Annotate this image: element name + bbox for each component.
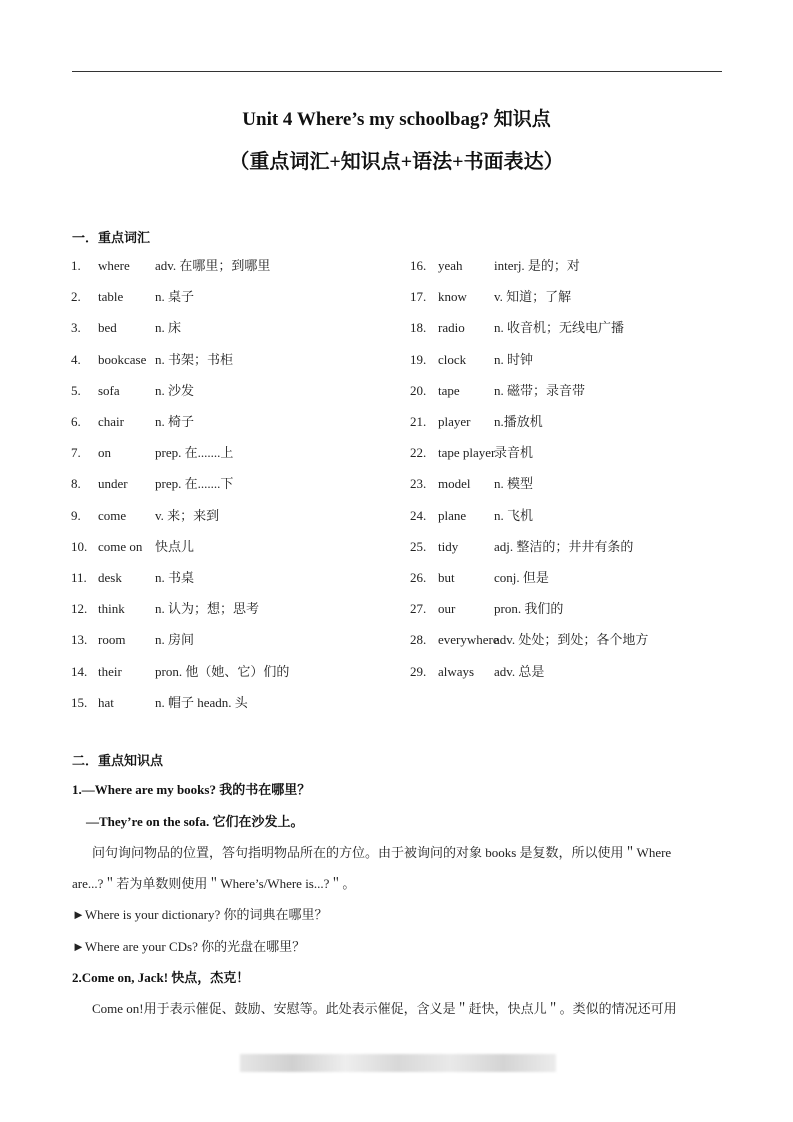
vocab-item xyxy=(71,630,391,650)
vocab-word: tape player xyxy=(438,445,496,461)
vocab-num: 20. xyxy=(410,382,427,398)
vocab-word: under xyxy=(98,476,128,492)
vocab-item xyxy=(71,318,391,338)
vocab-def: n. 飞机 xyxy=(494,507,534,523)
vocab-word: where xyxy=(98,258,130,273)
vocab-def: prep. 在.......下 xyxy=(155,476,234,492)
vocab-word: chair xyxy=(98,414,124,429)
vocab-num: 19. xyxy=(410,351,427,367)
vocab-word: always xyxy=(438,663,475,679)
vocab-item xyxy=(410,506,730,526)
vocab-num: 12. xyxy=(71,601,88,617)
point1-explanation-line1: 问句询问物品的位置，答句指明物品所在的方位。由于被询问的对象 books 是复数，所以使用＂Where xyxy=(92,845,672,860)
vocab-num: 13. xyxy=(71,632,88,648)
vocab-num: 11. xyxy=(71,570,87,585)
vocab-num: 1. xyxy=(71,258,81,273)
vocab-num: 24. xyxy=(410,507,427,523)
vocab-item xyxy=(410,599,730,619)
vocab-item xyxy=(410,287,730,307)
top-rule xyxy=(72,71,722,72)
vocab-item xyxy=(410,318,730,338)
vocab-word: come on xyxy=(98,538,143,554)
vocab-item xyxy=(71,693,391,713)
vocab-num: 3. xyxy=(71,320,81,336)
vocab-def: n. 模型 xyxy=(494,476,534,492)
vocab-item xyxy=(71,568,391,588)
vocab-num: 15. xyxy=(71,694,88,710)
vocab-def: n. 认为；想；思考 xyxy=(155,601,260,617)
vocab-num: 6. xyxy=(71,414,81,429)
section-heading-vocabulary: 一．重点词汇 xyxy=(72,230,151,245)
vocab-word: hat xyxy=(98,694,114,710)
vocab-item xyxy=(71,443,391,463)
vocab-item xyxy=(410,381,730,401)
vocab-num: 17. xyxy=(410,289,427,305)
vocab-item xyxy=(71,506,391,526)
vocab-item xyxy=(410,537,730,557)
vocab-word: radio xyxy=(438,320,465,336)
vocab-item xyxy=(410,474,730,494)
vocab-num: 4. xyxy=(71,351,81,367)
vocab-item xyxy=(410,256,730,276)
page-subtitle: （重点词汇+知识点+语法+书面表达） xyxy=(229,151,564,173)
vocab-num: 21. xyxy=(410,414,427,429)
vocab-item xyxy=(410,568,730,588)
vocab-word: our xyxy=(438,601,456,617)
vocab-def: n. 房间 xyxy=(155,632,195,648)
vocab-def: adj. 整洁的；井井有条的 xyxy=(494,538,634,554)
vocab-num: 16. xyxy=(410,258,427,273)
vocab-def: pron. 他（她、它）们的 xyxy=(155,663,290,679)
vocab-def: v. 来；来到 xyxy=(155,507,220,523)
vocab-num: 18. xyxy=(410,320,427,336)
vocab-num: 25. xyxy=(410,538,427,554)
vocab-def: pron. 我们的 xyxy=(494,601,564,617)
vocab-def: 录音机 xyxy=(494,445,534,461)
vocab-num: 27. xyxy=(410,601,427,617)
vocab-item xyxy=(71,256,391,276)
vocab-def: adv. 在哪里；到哪里 xyxy=(155,258,271,273)
vocab-word: bookcase xyxy=(98,351,147,367)
vocab-def: n. 沙发 xyxy=(155,382,195,398)
vocab-def: adv. 总是 xyxy=(494,663,545,679)
vocab-num: 2. xyxy=(71,289,81,305)
vocab-num: 14. xyxy=(71,663,88,679)
vocab-def: n. 时钟 xyxy=(494,351,534,367)
vocab-num: 8. xyxy=(71,476,81,492)
vocab-word: yeah xyxy=(438,258,463,273)
vocab-word: bed xyxy=(98,320,117,336)
vocab-item xyxy=(410,412,730,432)
vocab-def: n. 床 xyxy=(155,320,182,336)
vocab-def: n. 书桌 xyxy=(155,570,195,585)
vocab-def: v. 知道；了解 xyxy=(494,289,572,305)
vocab-item xyxy=(410,662,730,682)
vocab-word: room xyxy=(98,632,126,648)
vocab-num: 22. xyxy=(410,445,427,461)
vocab-def: conj. 但是 xyxy=(494,570,549,585)
vocab-num: 28. xyxy=(410,632,427,648)
point1-answer: —They’re on the sofa. 它们在沙发上。 xyxy=(86,814,304,829)
point1-explanation-line2: are...?＂若为单数则使用＂Where’s/Where is...?＂。 xyxy=(72,876,356,891)
vocab-item xyxy=(71,350,391,370)
vocab-word: tidy xyxy=(438,538,459,554)
vocab-num: 23. xyxy=(410,476,427,492)
vocab-word: tape xyxy=(438,382,460,398)
point2-explanation: Come on!用于表示催促、鼓励、安慰等。此处表示催促，含义是＂赶快，快点儿＂。类似的情况还可用 xyxy=(92,1001,677,1016)
vocab-word: clock xyxy=(438,351,467,367)
vocab-def: n. 帽子 headn. 头 xyxy=(155,694,248,710)
point1-example1: ►Where is your dictionary? 你的词典在哪里？ xyxy=(72,907,328,922)
vocab-word: but xyxy=(438,570,455,585)
point1-example2: ►Where are your CDs? 你的光盘在哪里？ xyxy=(72,939,306,954)
vocab-word: know xyxy=(438,289,467,305)
vocab-def: n. 收音机；无线电广播 xyxy=(494,320,625,336)
point1-question: 1.—Where are my books? 我的书在哪里？ xyxy=(72,782,311,797)
vocab-def: n. 桌子 xyxy=(155,289,195,305)
vocab-word: their xyxy=(98,663,122,679)
vocab-num: 26. xyxy=(410,570,427,585)
vocab-num: 10. xyxy=(71,538,88,554)
vocab-item xyxy=(71,381,391,401)
vocab-num: 5. xyxy=(71,382,81,398)
vocab-word: sofa xyxy=(98,382,120,398)
vocab-word: player xyxy=(438,414,471,429)
vocab-def: n. 椅子 xyxy=(155,414,195,429)
vocab-def: n. 书架；书柜 xyxy=(155,351,234,367)
footer-watermark xyxy=(240,1054,556,1072)
vocab-word: desk xyxy=(98,570,122,585)
vocab-def: 快点儿 xyxy=(155,538,195,554)
vocab-item xyxy=(71,287,391,307)
vocab-word: plane xyxy=(438,507,467,523)
vocab-word: come xyxy=(98,507,127,523)
vocab-word: on xyxy=(98,445,111,461)
vocab-num: 29. xyxy=(410,663,427,679)
vocab-def: prep. 在.......上 xyxy=(155,445,234,461)
vocab-word: model xyxy=(438,476,471,492)
vocab-item xyxy=(71,599,391,619)
vocab-def: n. 磁带；录音带 xyxy=(494,382,586,398)
vocab-item xyxy=(410,630,730,650)
vocab-word: everywhere xyxy=(438,632,499,648)
vocab-item xyxy=(71,537,391,557)
vocab-num: 9. xyxy=(71,507,81,523)
vocab-num: 7. xyxy=(71,445,81,461)
vocab-item xyxy=(410,350,730,370)
vocab-def: n.播放机 xyxy=(494,414,543,429)
vocab-word: table xyxy=(98,289,124,305)
point2-heading: 2.Come on, Jack! 快点，杰克！ xyxy=(72,970,250,985)
vocab-def: adv. 处处；到处；各个地方 xyxy=(494,632,649,648)
section-heading-knowledge-points: 二．重点知识点 xyxy=(72,753,164,768)
page-title: Unit 4 Where’s my schoolbag? 知识点 xyxy=(242,109,551,130)
vocab-item xyxy=(410,443,730,463)
vocab-item xyxy=(71,474,391,494)
vocab-item xyxy=(71,412,391,432)
vocab-item xyxy=(71,662,391,682)
vocab-def: interj. 是的；对 xyxy=(494,258,580,273)
vocab-word: think xyxy=(98,601,125,617)
